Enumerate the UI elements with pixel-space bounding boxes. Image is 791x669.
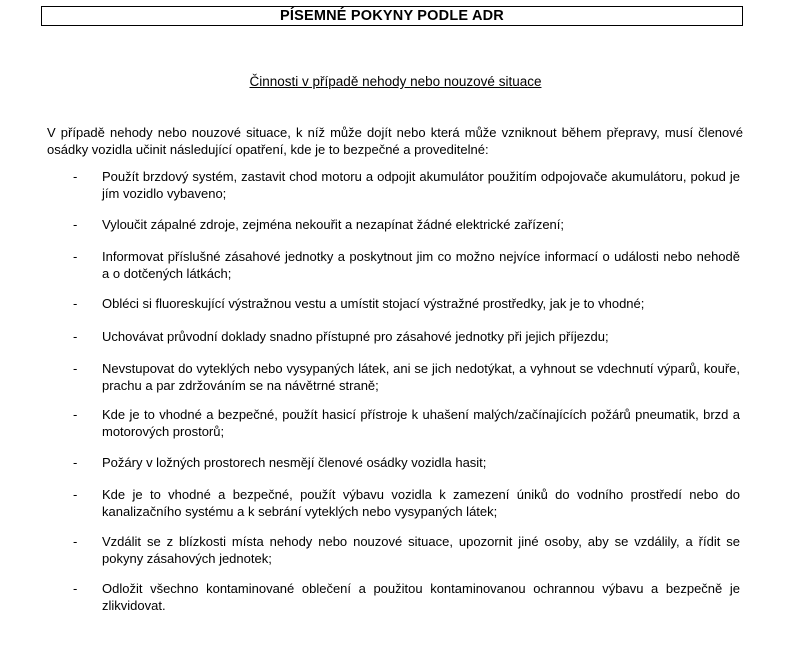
instruction-text: Vzdálit se z blízkosti místa nehody nebo nouzové situace, upozornit jiné osoby, aby se vzdálily, a řídit se pokyny zásahových jednotek;	[102, 534, 740, 566]
instruction-text: Obléci si fluoreskující výstražnou vestu a umístit stojací výstražné prostředky, jak je to vhodné;	[102, 296, 645, 311]
list-dash: -	[73, 329, 78, 344]
instruction-text: Informovat příslušné zásahové jednotky a poskytnout jim co možno nejvíce informací o události nebo nehodě a o dotčených látkách;	[102, 249, 740, 281]
list-dash: -	[73, 487, 78, 502]
instruction-text: Odložit všechno kontaminované oblečení a použitou kontaminovanou ochrannou výbavu a bezpečně je zlikvidovat.	[102, 581, 740, 613]
intro-paragraph: V případě nehody nebo nouzové situace, k níž může dojít nebo která může vzniknout během přepravy, musí členové osádky vozidla učinit následující opatření, kde je to bezpečné a proveditelné:	[47, 125, 743, 157]
list-dash: -	[73, 169, 78, 184]
instruction-text: Požáry v ložných prostorech nesmějí členové osádky vozidla hasit;	[102, 455, 487, 470]
list-dash: -	[73, 407, 78, 422]
list-dash: -	[73, 217, 78, 232]
list-dash: -	[73, 361, 78, 376]
section-subtitle: Činnosti v případě nehody nebo nouzové situace	[249, 74, 542, 89]
list-dash: -	[73, 296, 78, 311]
list-dash: -	[73, 581, 78, 596]
instruction-text: Vyloučit zápalné zdroje, zejména nekouřit a nezapínat žádné elektrické zařízení;	[102, 217, 565, 232]
list-dash: -	[73, 249, 78, 264]
instruction-text: Uchovávat průvodní doklady snadno přístupné pro zásahové jednotky při jejich příjezdu;	[102, 329, 609, 344]
instruction-text: Použít brzdový systém, zastavit chod motoru a odpojit akumulátor použitím odpojovače akumulátoru, pokud je jím vozidlo vybaveno;	[102, 169, 740, 201]
instruction-text: Nevstupovat do vyteklých nebo vysypaných látek, ani se jich nedotýkat, a vyhnout se vdechnutí výparů, kouře, prachu a par zdržováním se na návětrné straně;	[102, 361, 740, 393]
instruction-text: Kde je to vhodné a bezpečné, použít výbavu vozidla k zamezení úniků do vodního prostředí nebo do kanalizačního systému a k sebrání vyteklých nebo vysypaných látek;	[102, 487, 740, 519]
list-dash: -	[73, 534, 78, 549]
document-title: PÍSEMNÉ POKYNY PODLE ADR	[41, 6, 743, 26]
list-dash: -	[73, 455, 78, 470]
instruction-text: Kde je to vhodné a bezpečné, použít hasicí přístroje k uhašení malých/začínajících požárů pneumatik, brzd a motorových prostorů;	[102, 407, 740, 439]
